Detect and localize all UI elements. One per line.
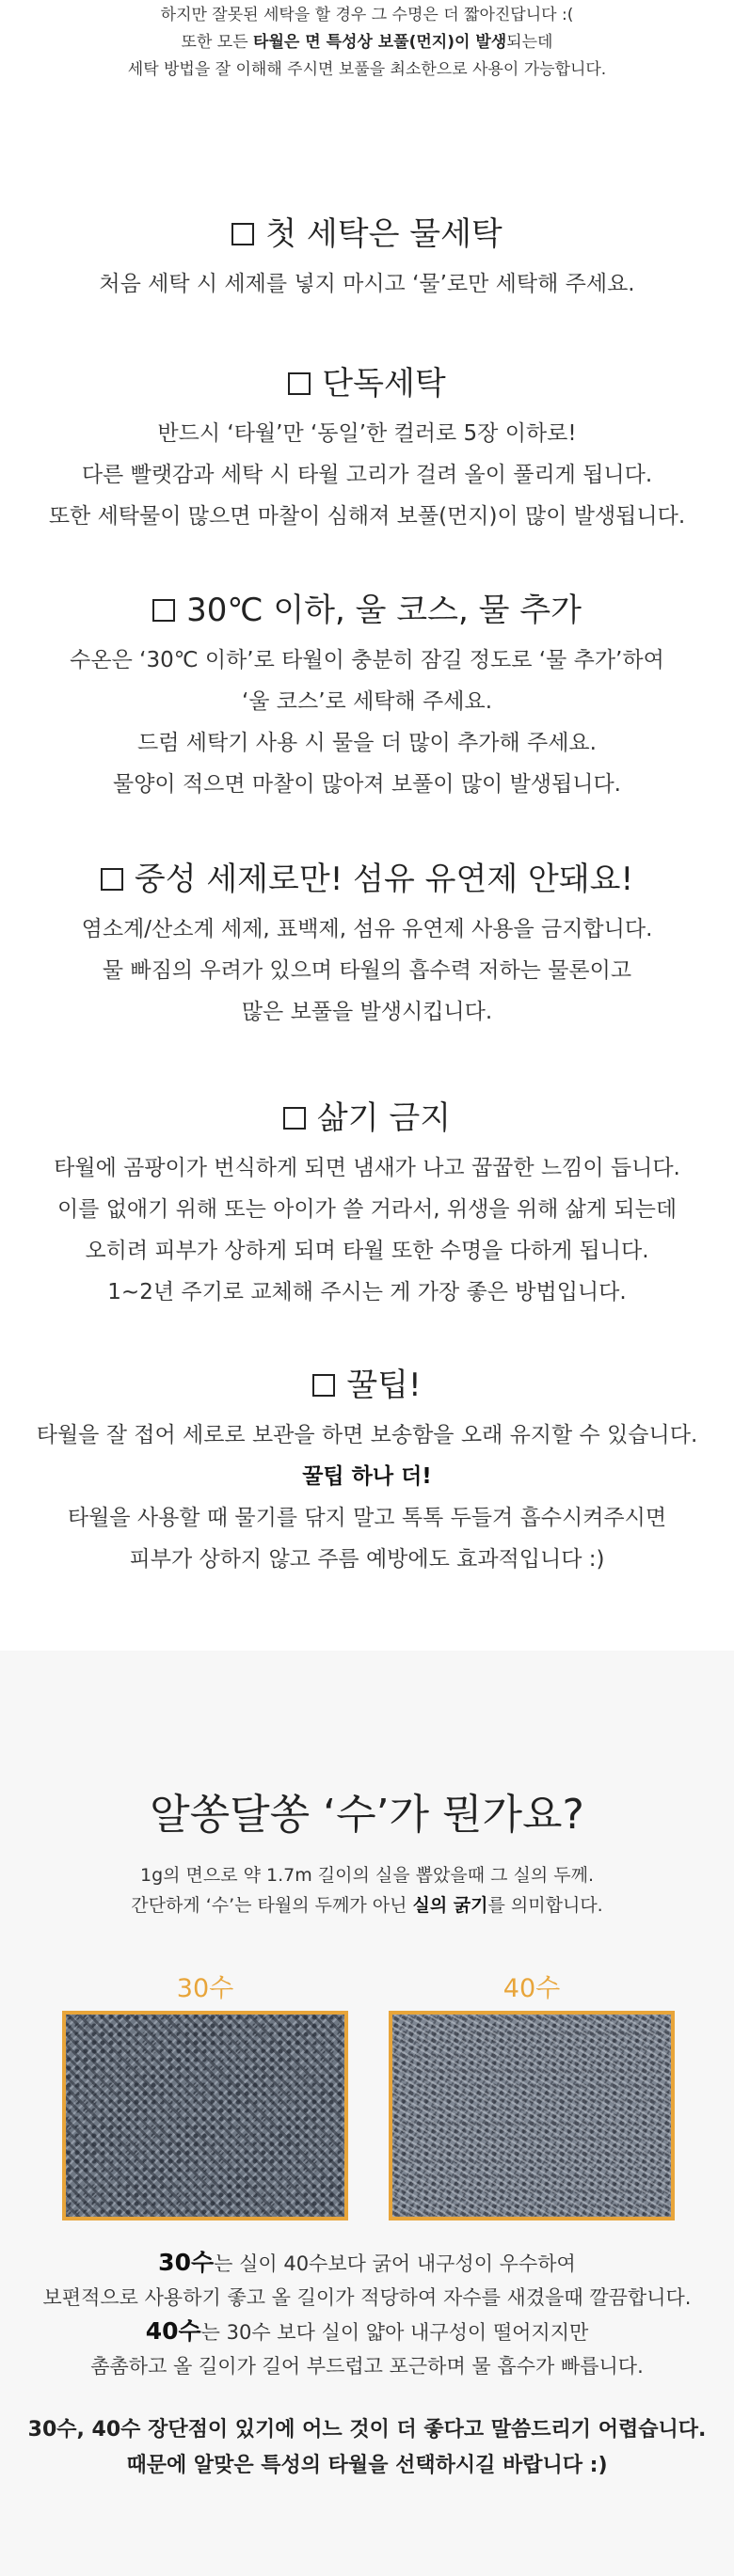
section-body: [0, 413, 734, 537]
note-40-line-2: 촘촘하고 올 길이가 길어 부드럽고 포근하며 물 흡수가 빠릅니다.: [90, 2355, 644, 2378]
section-first-wash: [0, 213, 734, 305]
section-no-boiling: [0, 1097, 734, 1313]
section-title-text: 꿀팁!: [346, 1367, 422, 1404]
thread-desc-2c: 를 의미합니다.: [487, 1895, 603, 1916]
section-title-text: 중성 세제로만! 섬유 유연제 안돼요!: [134, 861, 634, 898]
section-title-text: 단독세탁: [322, 365, 446, 403]
section-title: [0, 589, 734, 632]
label-40-count: 40수: [503, 1974, 561, 2003]
note-40-text: 는 30수 보다 실이 얇아 내구성이 떨어지지만: [200, 2321, 589, 2344]
note-30-line-2: 보편적으로 사용하기 좋고 올 길이가 적당하여 자수를 새겼을때 깔끔합니다.: [42, 2286, 692, 2309]
checkbox-icon: [312, 1374, 335, 1397]
section-body: [0, 1414, 734, 1580]
intro-line-2a: 또한 모든: [181, 33, 254, 52]
thread-conclusion: [0, 2412, 734, 2484]
thread-desc-2a: 간단하게 ‘수’는 타월의 두께가 아닌: [131, 1895, 413, 1916]
section-line: 1~2년 주기로 교체해 주시는 게 가장 좋은 방법입니다.: [107, 1280, 627, 1304]
section-line: 피부가 상하지 않고 주름 예방에도 효과적입니다 :): [129, 1547, 605, 1572]
section-line: 타월을 잘 접어 세로로 보관을 하면 보송함을 오래 유지할 수 있습니다.: [36, 1423, 698, 1447]
thread-desc-highlight: 실의 굵기: [412, 1895, 488, 1916]
section-line: 오히려 피부가 상하게 되며 타월 또한 수명을 다하게 됩니다.: [85, 1239, 649, 1263]
conclusion-line-1: 30수, 40수 장단점이 있기에 어느 것이 더 좋다고 말씀드리기 어렵습니다.: [27, 2418, 707, 2442]
note-30-line-1: [0, 2246, 734, 2281]
section-line: 또한 세탁물이 많으면 마찰이 심해져 보풀(먼지)이 많이 발생됩니다.: [48, 504, 686, 529]
section-title: [0, 1097, 734, 1140]
note-30-text: 는 실이 40수보다 굵어 내구성이 우수하여: [214, 2252, 576, 2275]
section-line: 물양이 적으면 마찰이 많아져 보풀이 많이 발생됩니다.: [113, 772, 621, 797]
section-line: 이를 없애기 위해 또는 아이가 쓸 거라서, 위생을 위해 삶게 되는데: [56, 1197, 678, 1222]
label-30-count: 30수: [176, 1974, 234, 2003]
section-title: [0, 858, 734, 901]
section-tips: [0, 1364, 734, 1580]
section-title: [0, 362, 734, 405]
thread-description: [0, 1860, 734, 1920]
section-detergent: [0, 858, 734, 1033]
section-body: [0, 263, 734, 305]
section-line-bold: [0, 1456, 734, 1497]
thread-desc-line-1: 1g의 면으로 약 1.7m 길이의 실을 뽑았을때 그 실의 두께.: [140, 1865, 594, 1886]
section-title: [0, 1364, 734, 1407]
section-line: 타월에 곰팡이가 번식하게 되면 냄새가 나고 꿉꿉한 느낌이 듭니다.: [54, 1156, 680, 1180]
section-title: [0, 213, 734, 256]
section-line: 물 빠짐의 우려가 있으며 타월의 흡수력 저하는 물론이고: [102, 958, 632, 983]
section-temperature: [0, 589, 734, 805]
intro-line-2-highlight: 타월은 면 특성상 보풀(먼지)이 발생: [253, 33, 507, 52]
section-line: 염소계/산소계 세제, 표백제, 섬유 유연제 사용을 금지합니다.: [81, 917, 653, 941]
conclusion-line-2: 때문에 알맞은 특성의 타월을 선택하시길 바랍니다 :): [126, 2454, 608, 2477]
section-line: 많은 보풀을 발생시킵니다.: [241, 1000, 493, 1024]
intro-line-3: 세탁 방법을 잘 이해해 주시면 보풀을 최소한으로 사용이 가능합니다.: [127, 60, 607, 79]
checkbox-icon: [101, 868, 123, 891]
thread-notes: [0, 2246, 734, 2383]
note-40-key: 40수: [145, 2317, 201, 2345]
intro-line-2c: 되는데: [506, 33, 553, 52]
thread-desc-line-2: [0, 1890, 734, 1920]
note-30-key: 30수: [158, 2249, 215, 2276]
checkbox-icon: [152, 599, 175, 622]
intro-line-2: [0, 29, 734, 56]
section-body: [0, 640, 734, 805]
note-40-line-1: [0, 2315, 734, 2349]
section-line: 반드시 ‘타월’만 ‘동일’한 컬러로 5장 이하로!: [157, 421, 577, 446]
section-body: [0, 909, 734, 1033]
section-line: 수온은 ‘30℃ 이하’로 타월이 충분히 잠길 정도로 ‘물 추가’하여: [70, 648, 664, 672]
intro-text: [0, 0, 734, 84]
section-title-text: 30℃ 이하, 울 코스, 물 추가: [186, 592, 582, 629]
section-line: 드럼 세탁기 사용 시 물을 더 많이 추가해 주세요.: [137, 731, 597, 755]
section-title-text: 첫 세탁은 물세탁: [265, 215, 503, 253]
checkbox-icon: [283, 1107, 306, 1130]
towel-texture-40-image: [389, 2011, 675, 2220]
section-line: ‘울 코스’로 세탁해 주세요.: [241, 689, 493, 714]
intro-line-1: 하지만 잘못된 세탁을 할 경우 그 수명은 더 짧아진답니다 :(: [160, 6, 574, 24]
section-body: [0, 1147, 734, 1313]
tip-bold-label: 꿀팁 하나 더!: [302, 1464, 432, 1489]
section-title-text: 삶기 금지: [316, 1099, 452, 1137]
towel-texture-30-image: [62, 2011, 348, 2220]
section-separate-wash: [0, 362, 734, 537]
section-line: 처음 세탁 시 세제를 넣지 마시고 ‘물’로만 세탁해 주세요.: [99, 272, 635, 296]
section-line: 타월을 사용할 때 물기를 닦지 말고 톡톡 두들겨 흡수시켜주시면: [67, 1506, 667, 1530]
thread-title: 알쏭달쏭 ‘수’가 뭔가요?: [150, 1791, 584, 1839]
checkbox-icon: [231, 223, 254, 245]
section-line: 다른 빨랫감과 세탁 시 타월 고리가 걸려 올이 풀리게 됩니다.: [81, 463, 653, 487]
checkbox-icon: [288, 372, 311, 395]
